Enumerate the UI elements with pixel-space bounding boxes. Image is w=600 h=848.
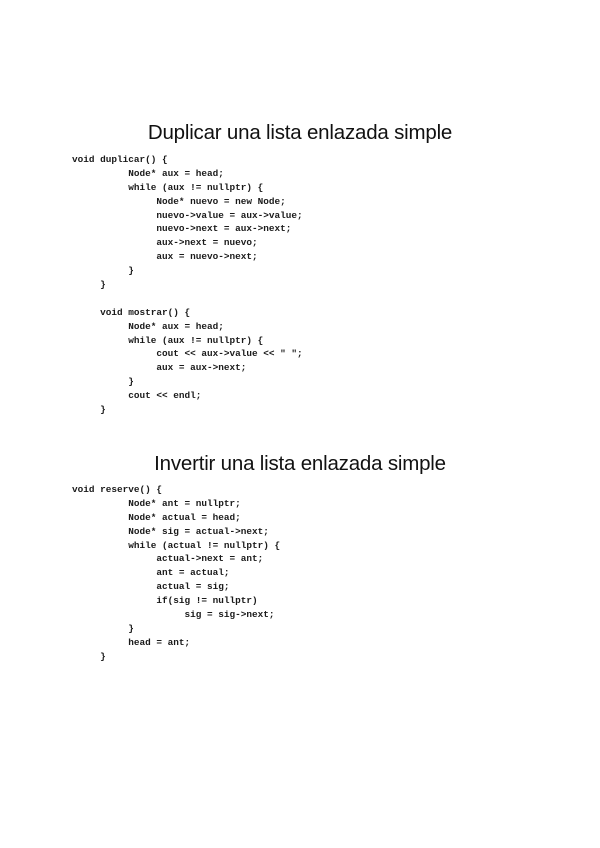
code-line: } — [72, 265, 134, 277]
code-line: void reserve() { — [72, 484, 163, 495]
code-line: sig = sig->next; — [72, 609, 275, 621]
section-duplicar — [0, 120, 600, 416]
code-line: } — [72, 404, 106, 416]
code-line: ant = actual; — [72, 567, 230, 579]
code-line: nuevo->next = aux->next; — [72, 223, 292, 235]
code-line: Node* ant = nullptr; — [72, 497, 241, 509]
code-line: void duplicar() { — [72, 154, 168, 165]
code-line: Node* aux = head; — [72, 320, 224, 332]
code-block — [72, 483, 280, 664]
code-line: aux = nuevo->next; — [72, 251, 258, 263]
code-line: } — [72, 279, 106, 291]
code-line: if(sig != nullptr) — [72, 595, 258, 607]
section-title: Duplicar una lista enlazada simple — [147, 121, 453, 144]
code-line: Node* sig = actual->next; — [72, 525, 269, 537]
code-line: head = ant; — [72, 636, 191, 648]
section-invertir — [0, 451, 600, 662]
code-line: Node* nuevo = new Node; — [72, 195, 286, 207]
code-line: while (aux != nullptr) { — [72, 334, 264, 346]
code-line: actual->next = ant; — [72, 553, 264, 565]
code-line: aux = aux->next; — [72, 362, 247, 374]
code-line: } — [72, 376, 134, 388]
code-line: while (actual != nullptr) { — [72, 539, 281, 551]
code-line: while (aux != nullptr) { — [72, 181, 264, 193]
code-line — [72, 292, 303, 306]
code-line: actual = sig; — [72, 581, 230, 593]
code-block — [72, 153, 303, 417]
code-line: nuevo->value = aux->value; — [72, 209, 303, 221]
code-line: Node* aux = head; — [72, 167, 224, 179]
section-title: Invertir una lista enlazada simple — [154, 452, 446, 475]
code-line: } — [72, 622, 134, 634]
code-line: cout << aux->value << " "; — [72, 348, 303, 360]
code-line: cout << endl; — [72, 390, 202, 402]
code-line: Node* actual = head; — [72, 511, 241, 523]
code-line: } — [72, 650, 106, 662]
code-line: void mostrar() { — [72, 306, 191, 318]
code-line: aux->next = nuevo; — [72, 237, 258, 249]
